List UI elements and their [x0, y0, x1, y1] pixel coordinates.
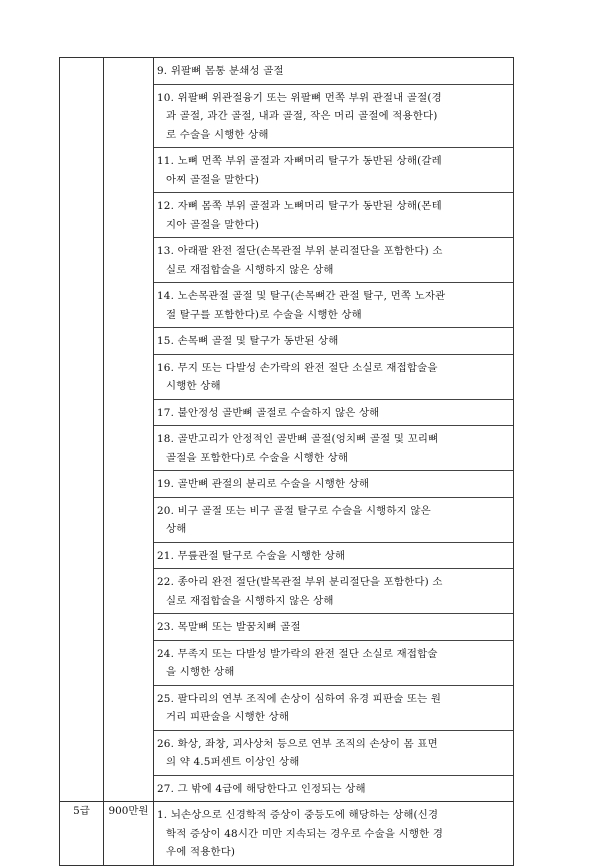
list-item-line: 9. 위팔뼈 몸통 분쇄성 골절: [157, 65, 284, 77]
list-item: [154, 85, 513, 149]
list-item-line: 21. 무릎관절 탈구로 수술을 시행한 상해: [157, 549, 346, 562]
grade-cell: [60, 58, 104, 802]
list-item-line: 14. 노손목관절 골절 및 탈구(손목뼈간 관절 탈구, 먼쪽 노자관: [157, 290, 446, 302]
list-item-line: 12. 자뼈 몸쪽 부위 골절과 노뼈머리 탈구가 동반된 상해(몬테: [157, 200, 442, 212]
list-item: [154, 193, 513, 238]
list-item-line: 25. 팔다리의 연부 조직에 손상이 심하여 유경 피판술 또는 원: [157, 692, 442, 705]
list-item-line: 23. 목말뼈 또는 발꿈치뼈 골절: [157, 621, 301, 633]
list-item-line: 우에 적용한다): [166, 846, 236, 858]
list-item-line: 상해: [166, 523, 187, 535]
list-item: [154, 471, 513, 498]
list-item: [154, 148, 513, 193]
list-item-line: 과 골절, 과간 골절, 내과 골절, 작은 머리 골절에 적용한다): [166, 110, 438, 122]
list-item: [154, 283, 513, 328]
list-item: [154, 641, 513, 686]
list-item: [154, 686, 513, 731]
list-item: [154, 731, 513, 776]
table-row: [60, 802, 514, 866]
list-item-line: 27. 그 밖에 4급에 해당한다고 인정되는 상해: [157, 782, 366, 795]
list-item-line: 15. 손목뼈 골절 및 탈구가 동반된 상해: [157, 335, 339, 347]
list-item-line: 1. 뇌손상으로 신경학적 증상이 중등도에 해당하는 상해(신경: [157, 809, 439, 821]
list-item-line: 실로 재접합술을 시행하지 않은 상해: [166, 263, 334, 276]
list-item: [154, 776, 513, 802]
list-item-line: 절 탈구를 포함한다)로 수술을 시행한 상해: [166, 308, 362, 321]
list-item: [154, 802, 513, 865]
amount-cell: 900만원: [104, 802, 154, 866]
list-item-line: 20. 비구 골절 또는 비구 골절 탈구로 수술을 시행하지 않은: [157, 504, 431, 517]
list-item-line: 24. 무족지 또는 다발성 발가락의 완전 절단 소실로 재접합술: [157, 647, 438, 660]
injury-list-cell: [154, 802, 514, 866]
list-item-line: 의 약 4.5퍼센트 이상인 상해: [166, 756, 300, 768]
list-item-line: 26. 화상, 좌창, 괴사상처 등으로 연부 조직의 손상이 몸 표면: [157, 737, 438, 750]
list-item: [154, 58, 513, 85]
list-item: [154, 569, 513, 614]
list-item: [154, 400, 513, 427]
list-item-line: 을 시행한 상해: [166, 666, 235, 678]
injury-grade-table: [59, 57, 514, 866]
list-item: [154, 426, 513, 471]
table-body: [60, 58, 514, 866]
list-item-line: 학적 증상이 48시간 미만 지속되는 경우로 수술을 시행한 경: [166, 827, 444, 840]
list-item-line: 실로 재접합술을 시행하지 않은 상해: [166, 594, 334, 607]
list-item-line: 시행한 상해: [166, 380, 221, 392]
list-item: [154, 328, 513, 355]
list-item-line: 지아 골절을 말한다): [166, 218, 260, 231]
list-item-line: 로 수술을 시행한 상해: [166, 128, 269, 141]
document-page: [59, 57, 513, 866]
list-item-line: 11. 노뼈 먼쪽 부위 골절과 자뼈머리 탈구가 동반된 상해(갈레: [157, 155, 442, 167]
list-item-line: 10. 위팔뼈 위관절융기 또는 위팔뼈 먼쪽 부위 관절내 골절(경: [157, 91, 442, 104]
list-item-line: 16. 무지 또는 다발성 손가락의 완전 절단 소실로 재접합술을: [157, 361, 438, 374]
list-item: [154, 614, 513, 641]
list-item: [154, 355, 513, 400]
table-row: [60, 58, 514, 802]
amount-cell: [104, 58, 154, 802]
list-item-line: 거리 피판술을 시행한 상해: [166, 711, 290, 723]
injury-list-cell: [154, 58, 514, 802]
list-item: [154, 543, 513, 570]
list-item-line: 18. 골반고리가 안정적인 골반뼈 골절(엉치뼈 골절 및 꼬리뼈: [157, 433, 439, 445]
list-item-line: 아찌 골절을 말한다): [166, 173, 260, 186]
grade-cell: 5급: [60, 802, 104, 866]
list-item-line: 13. 아래팔 완전 절단(손목관절 부위 분리절단을 포함한다) 소: [157, 245, 443, 257]
list-item-line: 17. 불안정성 골반뼈 골절로 수술하지 않은 상해: [157, 406, 380, 419]
list-item-line: 22. 종아리 완전 절단(발목관절 부위 분리절단을 포함한다) 소: [157, 576, 443, 588]
list-item: [154, 498, 513, 543]
list-item-line: 골절을 포함한다)로 수술을 시행한 상해: [166, 451, 349, 464]
list-item: [154, 238, 513, 283]
list-item-line: 19. 골반뼈 관절의 분리로 수술을 시행한 상해: [157, 478, 370, 490]
